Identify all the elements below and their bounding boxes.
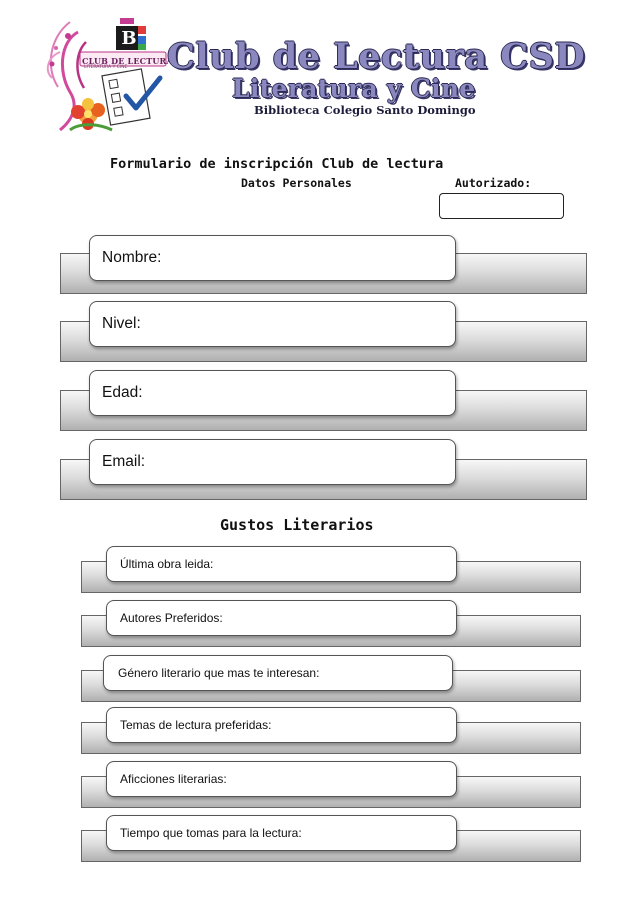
authorized-label: Autorizado: — [455, 176, 532, 190]
age-label: Edad: — [89, 370, 456, 416]
badge-title: CLUB DE LECTURA — [82, 56, 173, 66]
personal-data-heading: Datos Personales — [241, 176, 352, 190]
level-label: Nivel: — [89, 301, 456, 347]
logo-letter: B — [121, 28, 137, 49]
reading-topics-label: Temas de lectura preferidas: — [106, 707, 457, 743]
name-label: Nombre: — [89, 235, 456, 281]
club-logo — [40, 12, 170, 140]
logo-artwork — [40, 12, 170, 140]
last-work-label: Última obra leida: — [106, 546, 457, 582]
literary-hobbies-label: Aficciones literarias: — [106, 761, 457, 797]
favorite-authors-label: Autores Preferidos: — [106, 600, 457, 636]
reading-time-label: Tiempo que tomas para la lectura: — [106, 815, 457, 851]
badge-subtitle: LITERATURA Y CINE — [84, 65, 128, 70]
library-name: Biblioteca Colegio Santo Domingo — [254, 103, 476, 117]
brand-title: Club de Lectura CSD — [167, 36, 586, 77]
brand-subtitle-line: Literatura y Cine — [232, 74, 476, 103]
form-title: Formulario de inscripción Club de lectura — [110, 156, 444, 172]
email-label: Email: — [89, 439, 456, 485]
authorized-field[interactable] — [439, 193, 564, 219]
literary-tastes-heading: Gustos Literarios — [220, 516, 374, 534]
literary-genre-label: Género literario que mas te interesan: — [103, 655, 453, 691]
